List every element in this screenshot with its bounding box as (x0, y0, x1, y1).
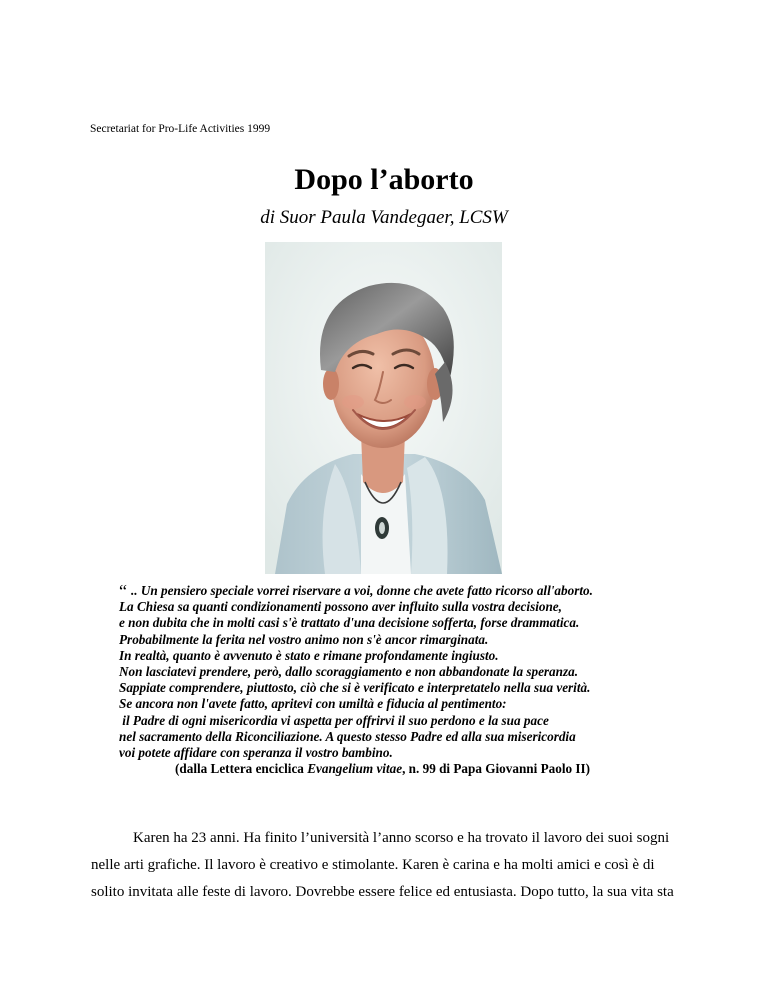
encyclical-quote (119, 583, 719, 777)
portrait-photo (265, 242, 502, 574)
body-line: solito invitata alle feste di lavoro. Dovrebbe essere felice ed entusiasta. Dopo tutto, la sua vita sta (91, 884, 674, 900)
quote-line: In realtà, quanto è avvenuto è stato e rimane profondamente ingiusto. (119, 647, 499, 663)
quote-line: e non dubita che in molti casi s'è trattato d'una decisione sofferta, forse drammatica. (119, 615, 580, 631)
body-text (91, 825, 691, 906)
page-title: Dopo l’aborto (294, 163, 474, 196)
quote-line: Non lasciatevi prendere, però, dallo scoraggiamento e non abbandonate la speranza. (119, 664, 579, 680)
citation-suffix: , n. 99 di Papa Giovanni Paolo II) (402, 761, 591, 777)
quote-line: voi potete affidare con speranza il vostro bambino. (119, 745, 393, 761)
quote-line: La Chiesa sa quanti condizionamenti possono aver influito sulla vostra decisione, (119, 599, 562, 615)
quote-line: il Padre di ogni misericordia vi aspetta per offrirvi il suo perdono e la sua pace (119, 712, 549, 728)
quote-line: nel sacramento della Riconciliazione. A questo stesso Padre ed alla sua misericordia (119, 728, 576, 744)
header-line: Secretariat for Pro-Life Activities 1999 (90, 123, 271, 135)
quote-line: Probabilmente la ferita nel vostro animo non s'è ancor rimarginata. (119, 631, 489, 647)
quote-line-text: .. Un pensiero speciale vorrei riservare a voi, donne che avete fatto ricorso all'aborto. (131, 583, 593, 598)
author-subtitle: di Suor Paula Vandegaer, LCSW (260, 207, 508, 228)
citation-work: Evangelium vitae (307, 761, 403, 777)
quote-line (119, 583, 719, 599)
quote-line: Sappiate comprendere, piuttosto, ciò che si è verificato e interpretatelo nella sua verità. (119, 680, 591, 696)
portrait-icon (265, 242, 502, 574)
quote-line: Se ancora non l'avete fatto, apritevi con umiltà e fiducia al pentimento: (119, 696, 507, 712)
citation-prefix: (dalla Lettera enciclica (175, 761, 308, 777)
body-line: nelle arti grafiche. Il lavoro è creativo e stimolante. Karen è carina e ha molti amici e così è di (91, 857, 655, 873)
body-line: Karen ha 23 anni. Ha finito l’università l’anno scorso e ha trovato il lavoro dei suoi sogni (133, 830, 670, 846)
quote-mark: “ (119, 581, 127, 601)
quote-citation (119, 761, 719, 777)
